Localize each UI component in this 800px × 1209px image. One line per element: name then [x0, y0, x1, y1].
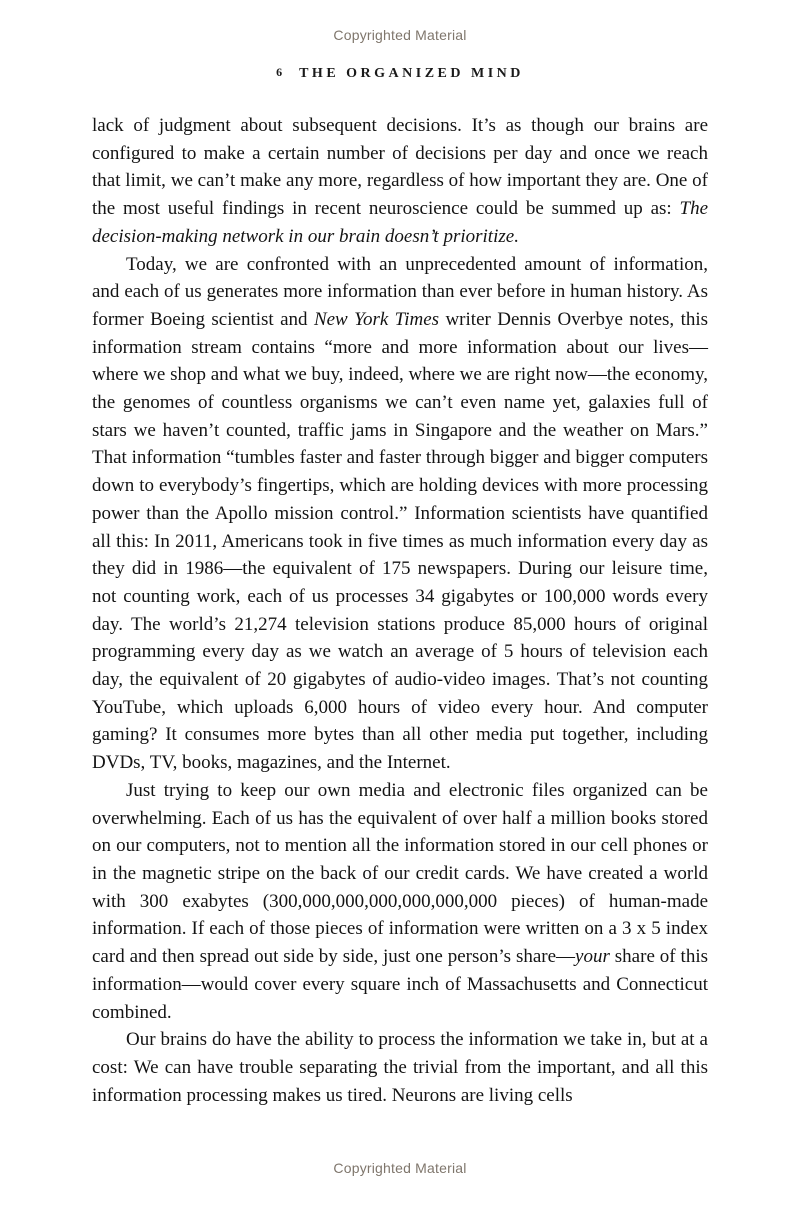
text-run: Our brains do have the ability to process the information we take in, but at a cost: We can have trouble separating the trivial from the important, and all this information processing makes us tired. Neurons are living cells — [92, 1029, 708, 1106]
text-run-italic: The decision-making network in our brain doesn’t prioritize. — [92, 198, 708, 247]
paragraph — [92, 777, 708, 1026]
text-run: Today, we are confronted with an unprecedented amount of information, and each of us generates more information than ever before in human history. As former Boeing scientist and — [92, 253, 708, 330]
text-run-italic: New York Times — [313, 308, 440, 330]
paragraph — [92, 1026, 708, 1109]
text-run: Just trying to keep our own media and electronic files organized can be overwhelming. Each of us has the equivalent of over half a million books stored on our computers, not to mention all the information stored in our cell phones or in the magnetic stripe on the back of our credit cards. We have created a world with 300 exabytes (300,000,000,000,000,000,000 pieces) of human-made information. If each of those pieces of information were written on a 3 x 5 index card and then spread out side by side, just one person’s share— — [92, 779, 708, 968]
copyright-notice-top: Copyrighted Material — [333, 27, 467, 43]
page-body — [92, 112, 708, 1109]
page-header — [0, 64, 800, 82]
text-run: writer Dennis Overbye notes, this information stream contains “more and more information about our lives—where we shop and what we buy, indeed, where we are right now—the economy, the genomes of countless organisms we can’t even name yet, galaxies full of stars we haven’t counted, traffic jams in Singapore and the weather on Mars.” That information “tumbles faster and faster through bigger and bigger computers down to everybody’s fingertips, which are holding devices with more processing power than the Apollo mission control.” Information scientists have quantified all this: In 2011, Americans took in five times as much information every day as they did in 1986—the equivalent of 175 newspapers. During our leisure time, not counting work, each of us processes 34 gigabytes or 100,000 words every day. The world’s 21,274 television stations produce 85,000 hours of original programming every day as we watch an average of 5 hours of television each day, the equivalent of 20 gigabytes of audio-video images. That’s not counting YouTube, which uploads 6,000 hours of video every hour. And computer gaming? It consumes more bytes than all other media put together, including DVDs, TV, books, magazines, and the Internet. — [92, 308, 709, 774]
text-run: share of this information—would cover every square inch of Massachusetts and Connecticut combined. — [92, 946, 708, 1023]
copyright-notice-bottom: Copyrighted Material — [333, 1160, 467, 1176]
text-run: lack of judgment about subsequent decisions. It’s as though our brains are configured to make a certain number of decisions per day and once we reach that limit, we can’t make any more, regardless of how important they are. One of the most useful findings in recent neuroscience could be summed up as: — [92, 115, 708, 220]
page-number: 6 — [276, 65, 284, 79]
paragraph — [92, 112, 708, 251]
book-title: THE ORGANIZED MIND — [299, 66, 524, 81]
text-run-italic: your — [575, 946, 610, 968]
paragraph — [92, 251, 708, 777]
